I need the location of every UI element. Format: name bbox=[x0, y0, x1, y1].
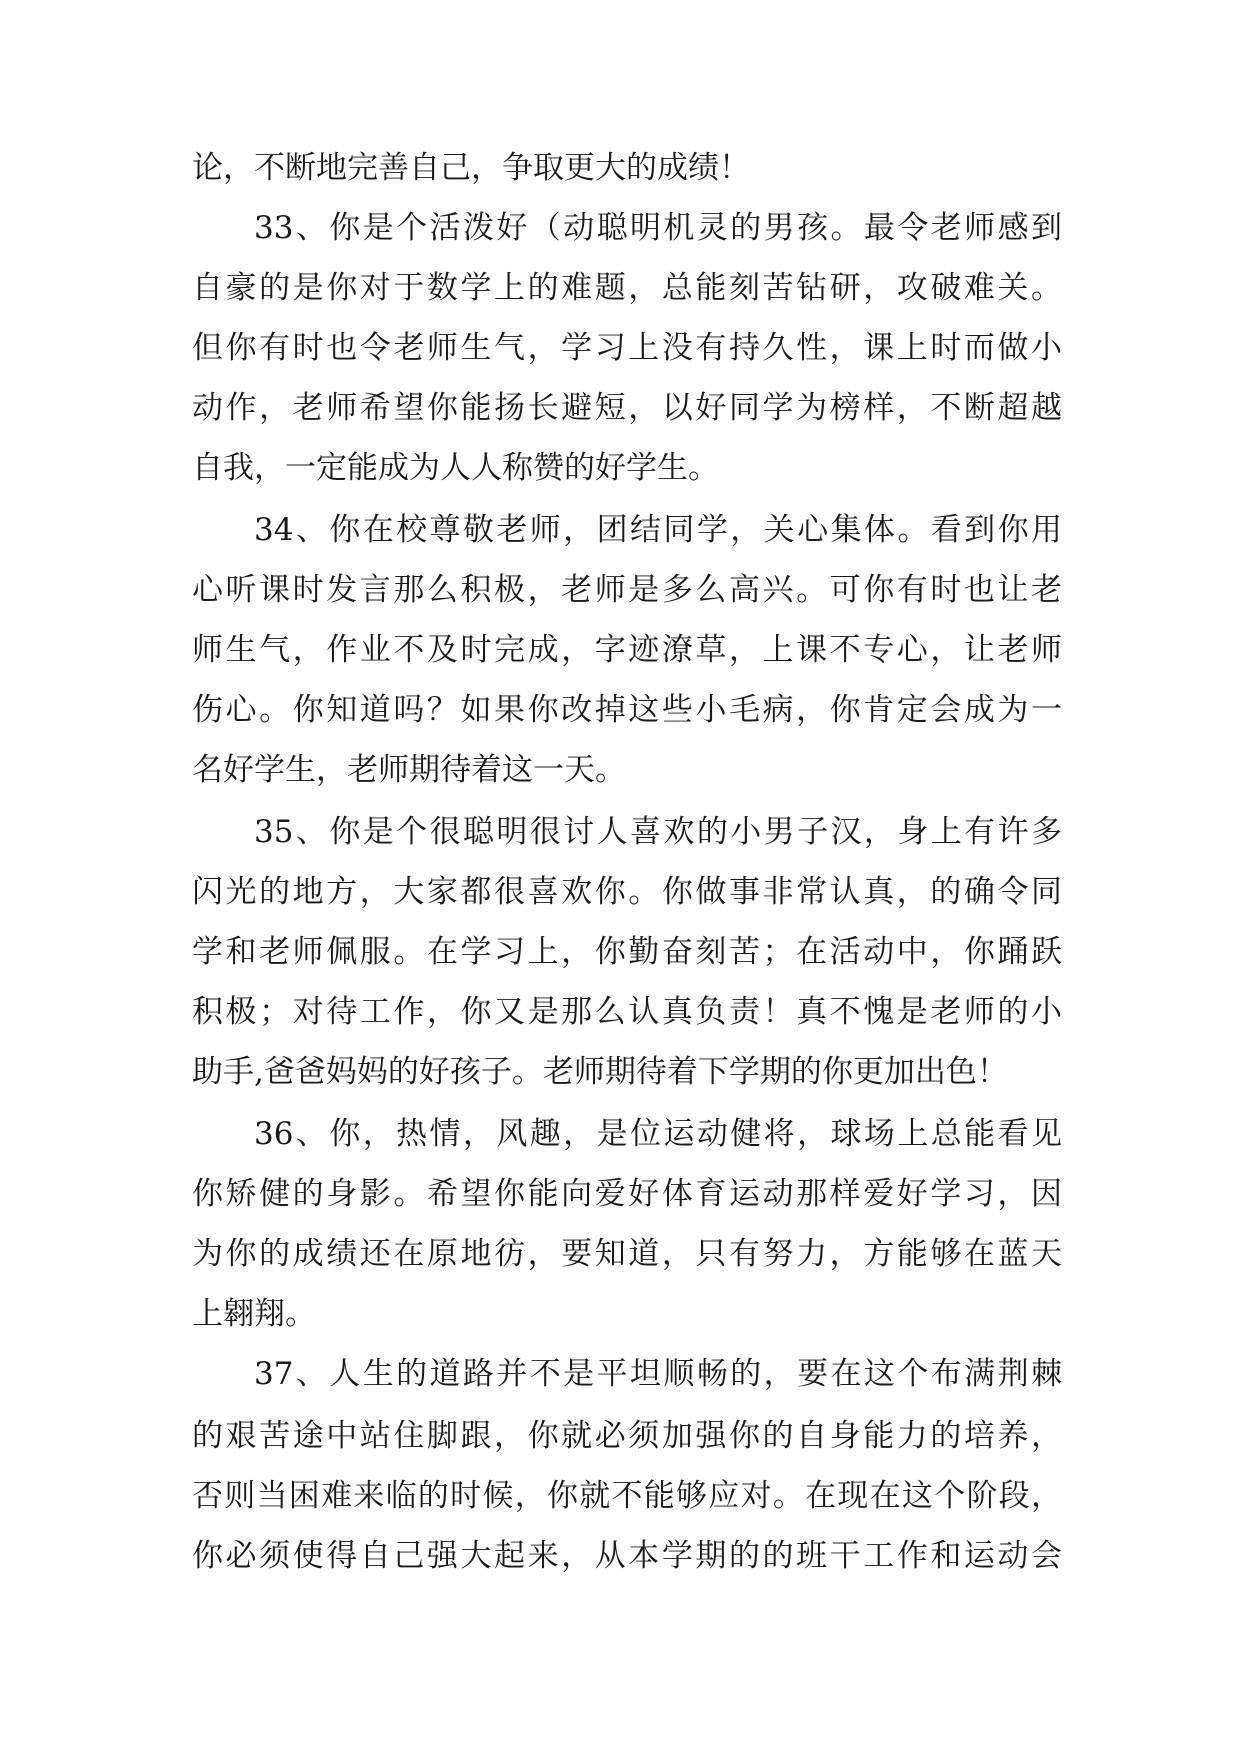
paragraph-first-line: 34、你在校尊敬老师，团结同学，关心集体。看到你用 bbox=[254, 512, 1062, 548]
text-line: 动作，老师希望你能扬长避短，以好同学为榜样，不断超越 bbox=[192, 390, 1062, 426]
text-line: 论，不断地完善自己，争取更大的成绩！ bbox=[192, 150, 750, 186]
text-line: 自我，一定能成为人人称赞的好学生。 bbox=[192, 450, 719, 486]
text-line: 的艰苦途中站住脚跟，你就必须加强你的自身能力的培养， bbox=[192, 1418, 1062, 1454]
text-line: 但你有时也令老师生气，学习上没有持久性，课上时而做小 bbox=[192, 330, 1062, 366]
text-line: 心听课时发言那么积极，老师是多么高兴。可你有时也让老 bbox=[192, 572, 1062, 608]
text-line: 积极；对待工作，你又是那么认真负责！真不愧是老师的小 bbox=[192, 994, 1062, 1030]
text-line: 你必须使得自己强大起来，从本学期的的班干工作和运动会 bbox=[192, 1538, 1062, 1574]
text-line: 闪光的地方，大家都很喜欢你。你做事非常认真，的确令同 bbox=[192, 874, 1062, 910]
text-line: 自豪的是你对于数学上的难题，总能刻苦钻研，攻破难关。 bbox=[192, 270, 1062, 306]
paragraph-first-line: 37、人生的道路并不是平坦顺畅的，要在这个布满荆棘 bbox=[254, 1356, 1062, 1392]
text-line: 师生气，作业不及时完成，字迹潦草，上课不专心，让老师 bbox=[192, 632, 1062, 668]
text-line: 伤心。你知道吗？如果你改掉这些小毛病，你肯定会成为一 bbox=[192, 692, 1062, 728]
paragraph-first-line: 33、你是个活泼好（动聪明机灵的男孩。最令老师感到 bbox=[254, 210, 1062, 246]
text-line: 你矫健的身影。希望你能向爱好体育运动那样爱好学习，因 bbox=[192, 1176, 1062, 1212]
text-line: 学和老师佩服。在学习上，你勤奋刻苦；在活动中，你踊跃 bbox=[192, 934, 1062, 970]
text-line: 上翱翔。 bbox=[192, 1296, 316, 1332]
paragraph-first-line: 35、你是个很聪明很讨人喜欢的小男子汉，身上有许多 bbox=[254, 814, 1062, 850]
text-line: 名好学生，老师期待着这一天。 bbox=[192, 752, 626, 788]
text-line: 为你的成绩还在原地彷，要知道，只有努力，方能够在蓝天 bbox=[192, 1236, 1062, 1272]
text-line: 否则当困难来临的时候，你就不能够应对。在现在这个阶段， bbox=[192, 1478, 1062, 1514]
text-line: 助手,爸爸妈妈的好孩子。老师期待着下学期的你更加出色！ bbox=[192, 1054, 1008, 1090]
paragraph-first-line: 36、你，热情，风趣，是位运动健将，球场上总能看见 bbox=[254, 1116, 1062, 1152]
